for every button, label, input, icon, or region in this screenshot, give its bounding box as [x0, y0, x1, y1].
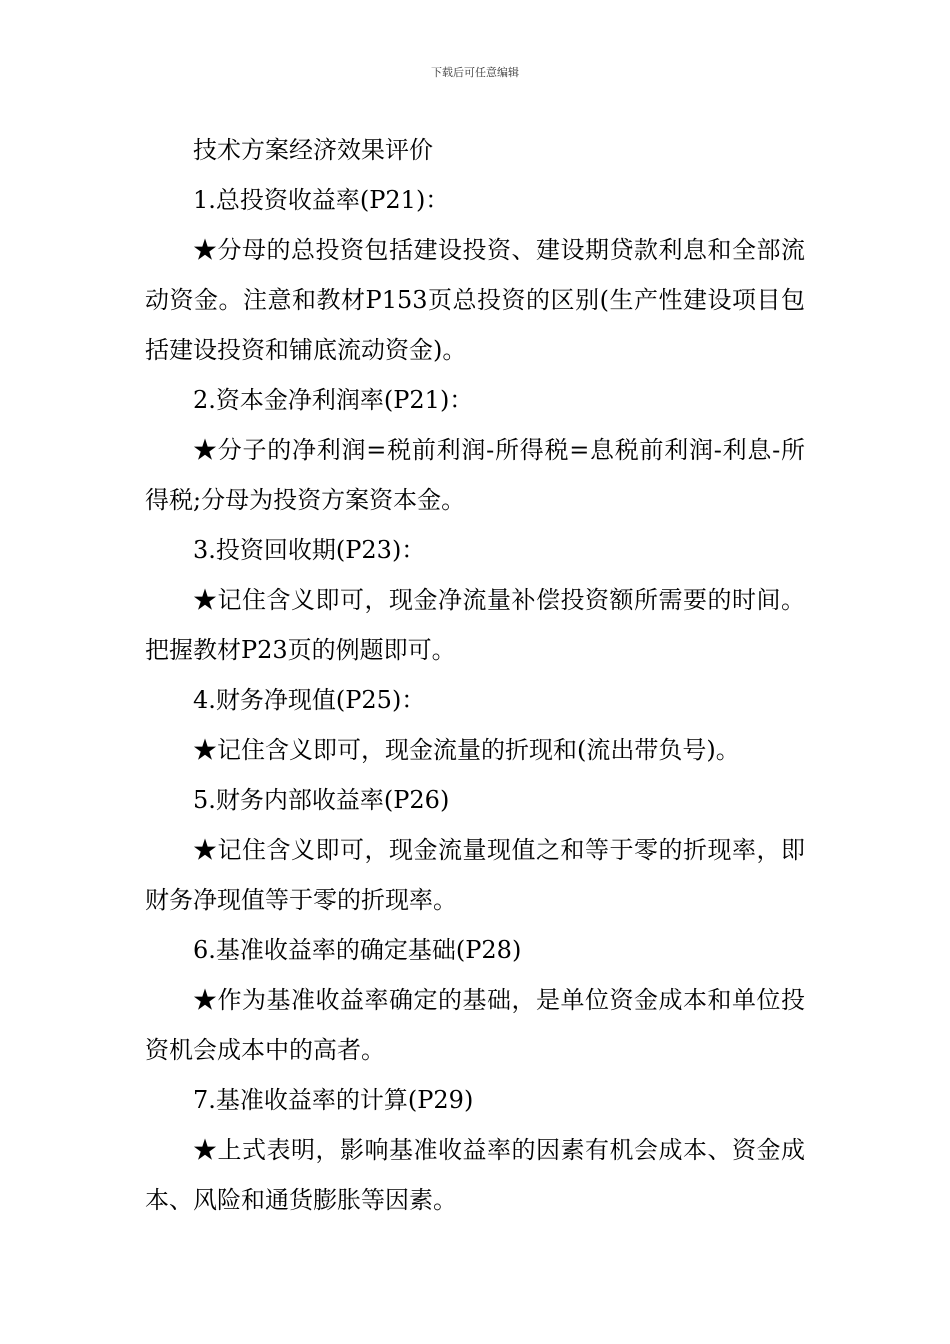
section-note-2: ★分子的净利润=税前利润-所得税=息税前利润-利息-所得税;分母为投资方案资本金。	[145, 436, 805, 514]
section-note-3: ★记住含义即可，现金净流量补偿投资额所需要的时间。把握教材P23页的例题即可。	[145, 586, 805, 664]
section-heading-5: 5.财务内部收益率(P26)	[193, 786, 450, 814]
document-title: 技术方案经济效果评价	[193, 136, 433, 164]
section-heading-1: 1.总投资收益率(P21)：	[193, 186, 450, 214]
page-header: 下载后可任意编辑	[431, 66, 519, 79]
section-heading-4: 4.财务净现值(P25)：	[193, 686, 426, 714]
section-heading-6: 6.基准收益率的确定基础(P28)	[193, 936, 522, 964]
section-note-5: ★记住含义即可，现金流量现值之和等于零的折现率，即财务净现值等于零的折现率。	[145, 836, 805, 914]
section-note-1: ★分母的总投资包括建设投资、建设期贷款利息和全部流动资金。注意和教材P153页总投资的区别(生产性建设项目包括建设投资和铺底流动资金)。	[145, 236, 805, 364]
document-body	[145, 125, 805, 1225]
section-heading-2: 2.资本金净利润率(P21)：	[193, 386, 474, 414]
section-note-7: ★上式表明，影响基准收益率的因素有机会成本、资金成本、风险和通货膨胀等因素。	[145, 1136, 805, 1214]
section-note-4: ★记住含义即可，现金流量的折现和(流出带负号)。	[193, 736, 740, 764]
section-heading-3: 3.投资回收期(P23)：	[193, 536, 426, 564]
section-heading-7: 7.基准收益率的计算(P29)	[193, 1086, 474, 1114]
section-note-6: ★作为基准收益率确定的基础，是单位资金成本和单位投资机会成本中的高者。	[145, 986, 805, 1064]
